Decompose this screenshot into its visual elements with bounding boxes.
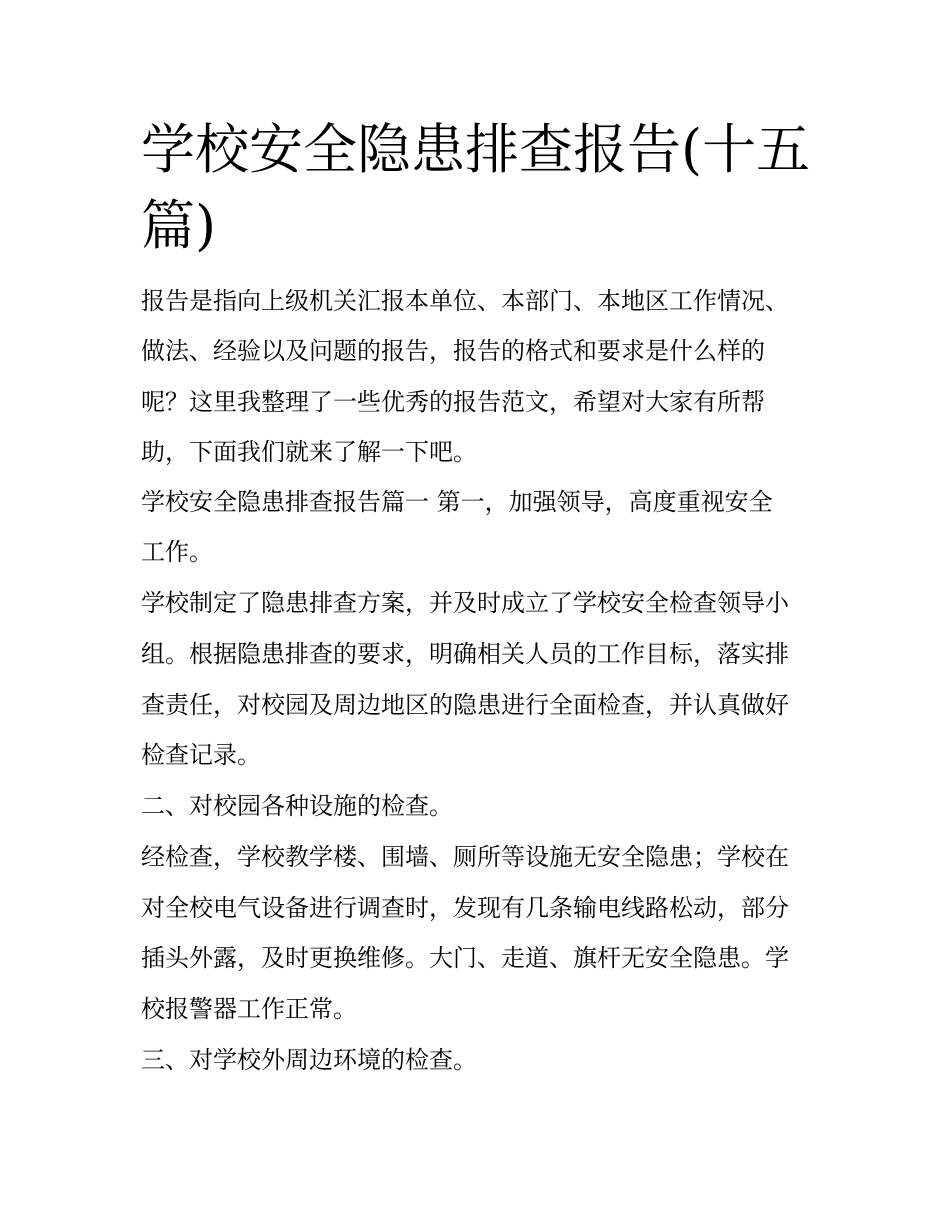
section-heading: 三、对学校外周边环境的检查。 [141, 1046, 477, 1074]
paragraph-line: 经检查，学校教学楼、围墙、厕所等设施无安全隐患；学校在 [141, 843, 789, 871]
paragraph-line: 校报警器工作正常。 [141, 995, 357, 1023]
paragraph-line: 组。根据隐患排查的要求，明确相关人员的工作目标，落实排 [141, 640, 789, 668]
paragraph-line: 学校制定了隐患排查方案，并及时成立了学校安全检查领导小 [141, 589, 789, 617]
paragraph-line: 查责任，对校园及周边地区的隐患进行全面检查，并认真做好 [141, 691, 789, 719]
paragraph-line: 助，下面我们就来了解一下吧。 [141, 438, 477, 466]
paragraph-line: 学校安全隐患排查报告篇一 第一，加强领导，高度重视安全 [141, 488, 773, 516]
paragraph-line: 插头外露，及时更换维修。大门、走道、旗杆无安全隐患。学 [141, 944, 789, 972]
paragraph-line: 报告是指向上级机关汇报本单位、本部门、本地区工作情况、 [141, 287, 789, 315]
document-title: 学校安全隐患排查报告(十五篇) [141, 118, 811, 257]
section-heading: 二、对校园各种设施的检查。 [141, 792, 453, 820]
paragraph-line: 检查记录。 [141, 741, 261, 769]
paragraph-line: 呢？这里我整理了一些优秀的报告范文，希望对大家有所帮 [141, 388, 765, 416]
paragraph-line: 做法、经验以及问题的报告，报告的格式和要求是什么样的 [141, 337, 765, 365]
paragraph-line: 对全校电气设备进行调查时，发现有几条输电线路松动，部分 [141, 894, 789, 922]
paragraph-line: 工作。 [141, 538, 213, 566]
